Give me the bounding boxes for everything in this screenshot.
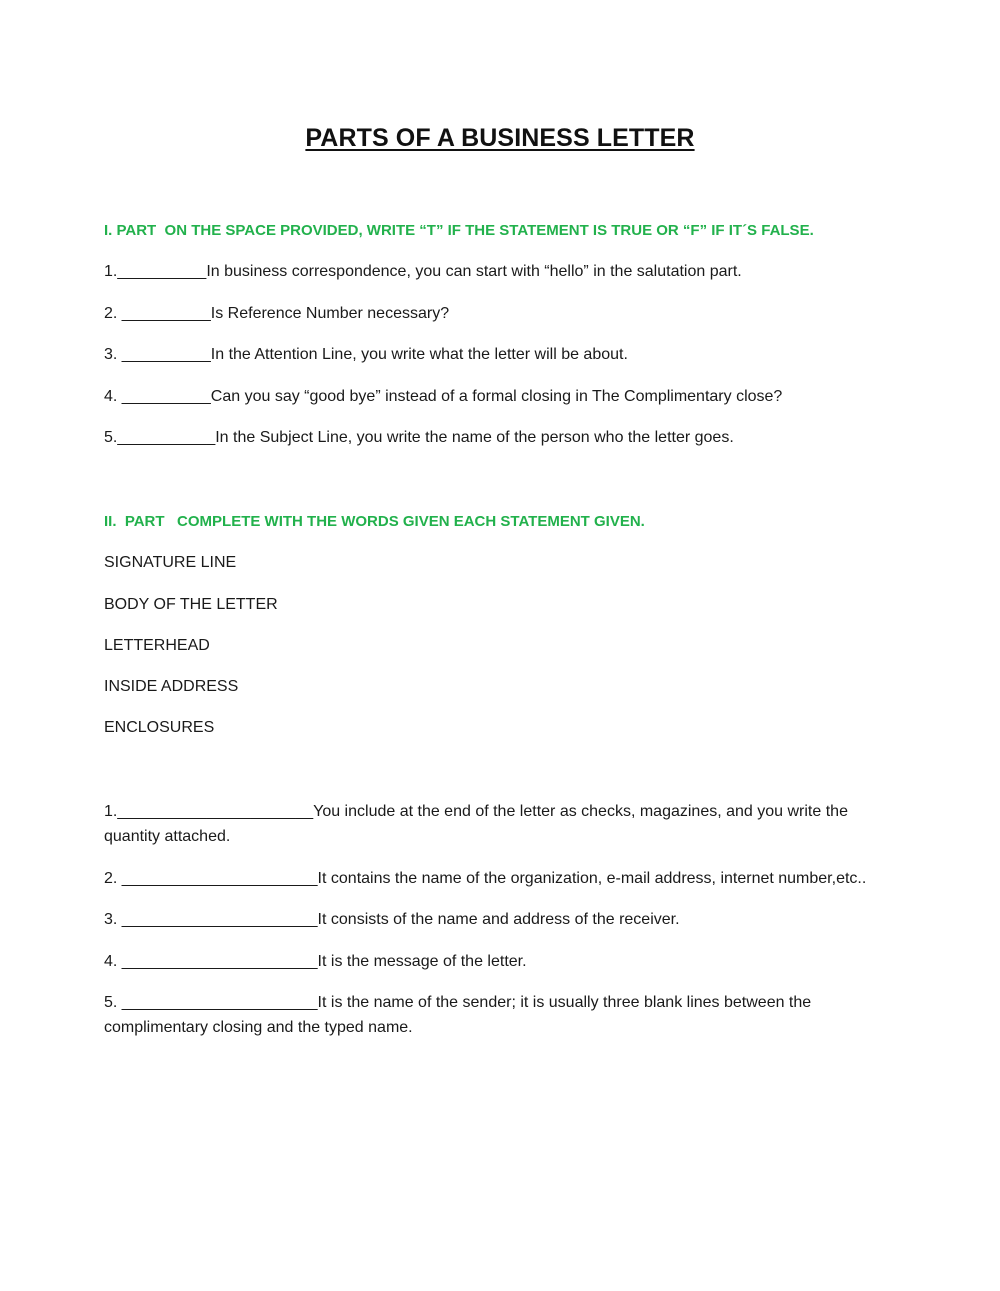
part2-heading: II. PART COMPLETE WITH THE WORDS GIVEN EACH STATEMENT GIVEN. bbox=[104, 513, 645, 530]
part2-item-1: 1.______________________You include at the end of the letter as checks, magazines, and you write the quantity attached. bbox=[104, 803, 853, 845]
word-bank-item-5: ENCLOSURES bbox=[104, 719, 215, 736]
part1-heading: I. PART ON THE SPACE PROVIDED, WRITE “T” IF THE STATEMENT IS TRUE OR “F” IF IT´S FALSE. bbox=[104, 222, 814, 239]
page-title: PARTS OF A BUSINESS LETTER bbox=[305, 124, 695, 152]
part1-item-3: 3. __________In the Attention Line, you write what the letter will be about. bbox=[104, 346, 628, 363]
part2-item-5: 5. ______________________It is the name of the sender; it is usually three blank lines between the complimentary closing and the typed name. bbox=[104, 994, 816, 1036]
part1-item-1: 1.__________In business correspondence, you can start with “hello” in the salutation part. bbox=[104, 263, 742, 280]
part1-item-4: 4. __________Can you say “good bye” instead of a formal closing in The Complimentary close? bbox=[104, 388, 783, 405]
word-bank-item-4: INSIDE ADDRESS bbox=[104, 678, 239, 695]
part2-item-3: 3. ______________________It consists of the name and address of the receiver. bbox=[104, 911, 680, 928]
part2-item-4: 4. ______________________It is the message of the letter. bbox=[104, 953, 527, 970]
part2-item-2: 2. ______________________It contains the name of the organization, e-mail address, internet number,etc.. bbox=[104, 870, 867, 887]
word-bank-item-3: LETTERHEAD bbox=[104, 637, 210, 654]
part1-item-2: 2. __________Is Reference Number necessary? bbox=[104, 305, 450, 322]
word-bank-item-2: BODY OF THE LETTER bbox=[104, 596, 278, 613]
word-bank-item-1: SIGNATURE LINE bbox=[104, 554, 237, 571]
part1-item-5: 5.___________In the Subject Line, you write the name of the person who the letter goes. bbox=[104, 429, 734, 446]
